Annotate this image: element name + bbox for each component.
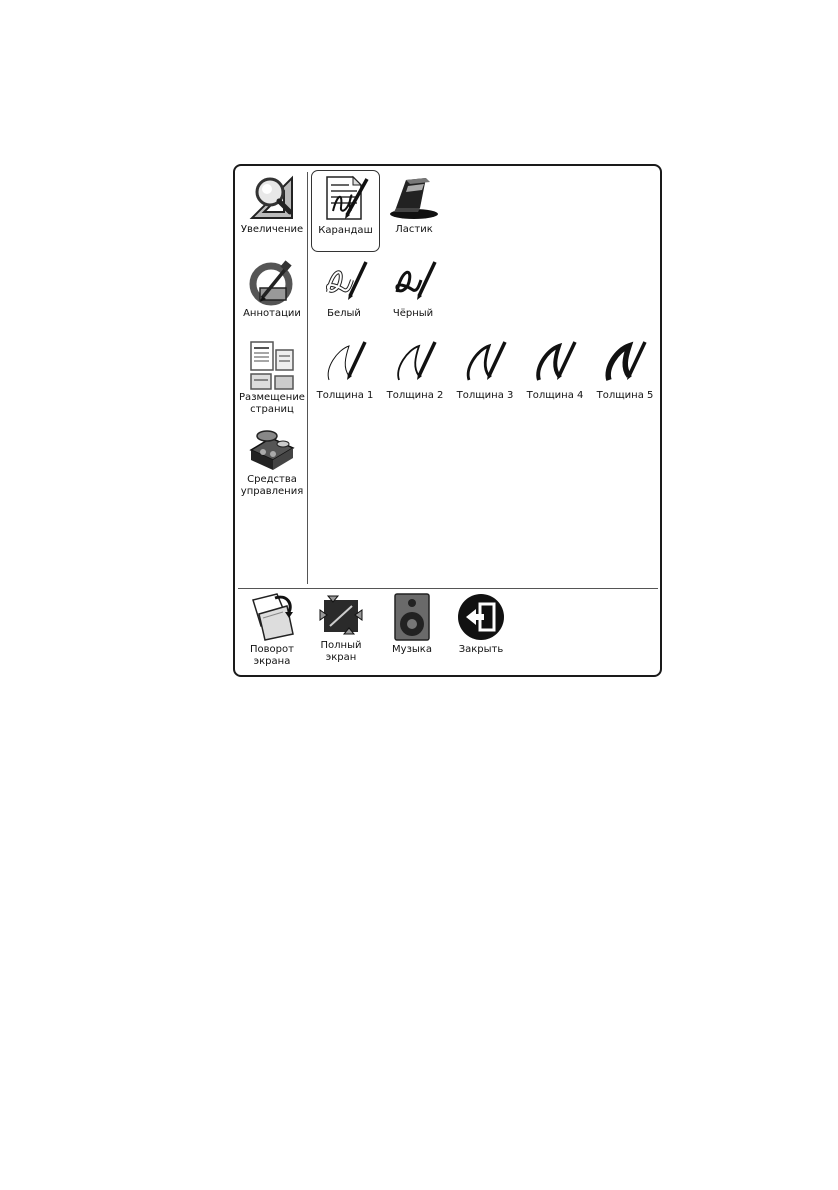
thickness-option-4[interactable] <box>523 338 587 402</box>
fullscreen-label: Полный экран <box>320 640 362 663</box>
tool-pencil[interactable] <box>311 170 380 252</box>
controls-icon <box>247 428 297 472</box>
sidebar-item-label: Аннотации <box>243 308 301 319</box>
tool-pencil-label: Карандаш <box>318 225 373 236</box>
rotate-screen-button[interactable] <box>240 592 304 668</box>
thickness-2-icon <box>389 338 441 388</box>
thickness-3-label: Толщина 3 <box>456 390 514 401</box>
bottom-bar-divider <box>238 588 658 589</box>
magnifier-icon <box>248 172 296 222</box>
thickness-option-2[interactable] <box>383 338 447 402</box>
thickness-option-1[interactable] <box>313 338 377 402</box>
annotation-icon <box>248 258 296 306</box>
speaker-icon <box>392 592 432 642</box>
thickness-1-label: Толщина 1 <box>316 390 374 401</box>
sidebar-item-label: Средства управления <box>240 474 304 497</box>
sidebar-item-label: Увеличение <box>240 224 304 235</box>
thickness-5-icon <box>599 338 651 388</box>
fullscreen-button[interactable] <box>311 592 371 664</box>
music-button[interactable] <box>384 592 440 656</box>
color-white[interactable] <box>314 256 374 320</box>
thickness-option-3[interactable] <box>453 338 517 402</box>
sidebar-item-controls[interactable] <box>236 428 308 498</box>
music-label: Музыка <box>392 644 432 655</box>
thickness-4-label: Толщина 4 <box>526 390 584 401</box>
color-black-label: Чёрный <box>392 308 434 319</box>
fullscreen-icon <box>318 592 364 638</box>
thickness-4-icon <box>529 338 581 388</box>
black-stroke-icon <box>387 256 439 306</box>
close-label: Закрыть <box>458 644 504 655</box>
sidebar-item-page-layout[interactable] <box>236 340 308 416</box>
sidebar-item-zoom[interactable] <box>238 172 306 236</box>
white-stroke-icon <box>318 256 370 306</box>
exit-icon <box>456 592 506 642</box>
eraser-icon <box>386 172 442 222</box>
rotate-screen-label: Поворот экрана <box>250 644 294 667</box>
thickness-1-icon <box>319 338 371 388</box>
pencil-icon <box>321 173 371 223</box>
thickness-5-label: Толщина 5 <box>596 390 654 401</box>
page-layout-icon <box>248 340 296 390</box>
rotate-screen-icon <box>247 592 297 642</box>
color-black[interactable] <box>383 256 443 320</box>
sidebar-item-annotations[interactable] <box>238 258 306 320</box>
close-button[interactable] <box>451 592 511 656</box>
tool-eraser[interactable] <box>384 172 444 236</box>
thickness-option-5[interactable] <box>593 338 657 402</box>
color-white-label: Белый <box>327 308 361 319</box>
thickness-3-icon <box>459 338 511 388</box>
sidebar-item-label: Размещение страниц <box>239 392 305 415</box>
tool-eraser-label: Ластик <box>395 224 433 235</box>
thickness-2-label: Толщина 2 <box>386 390 444 401</box>
